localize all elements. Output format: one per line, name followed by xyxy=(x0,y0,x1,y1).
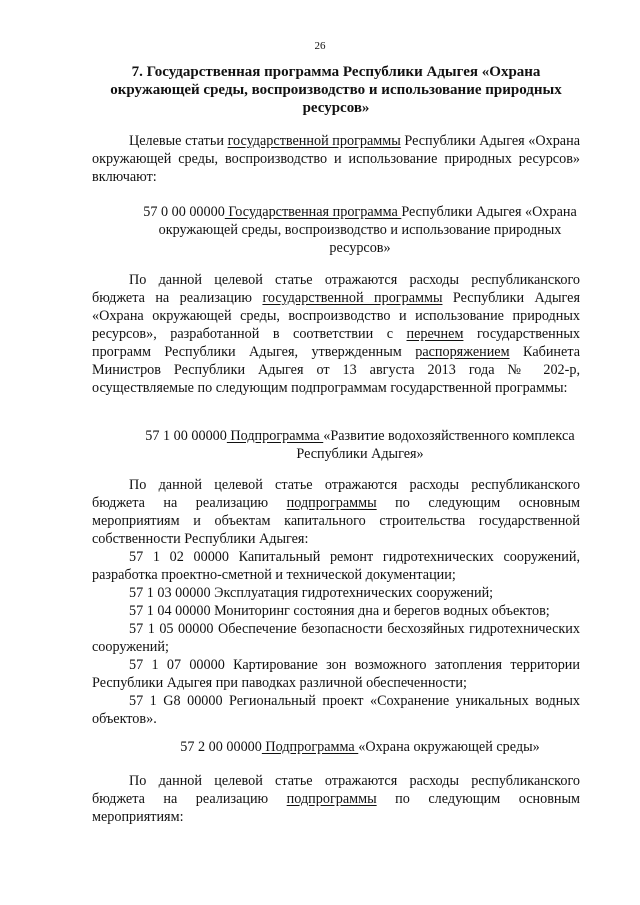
state-program-link[interactable]: государственной программы xyxy=(262,290,443,306)
intro-text-2: Республики Адыгея «Охрана окружающей среды, воспроизводство и использование природных ресурсов» включают: xyxy=(92,133,580,185)
list-link[interactable]: перечнем xyxy=(406,326,464,342)
para-text: по следующим основным мероприятиям: xyxy=(92,791,580,825)
item-code: 57 1 00 00000 xyxy=(145,428,227,444)
measures-list xyxy=(92,548,580,728)
list-item: 57 1 03 00000 Эксплуатация гидротехнических сооружений; xyxy=(129,585,494,601)
para-text: государственных программ Республики Адыгея, утвержденным xyxy=(92,326,580,360)
para-text: По данной целевой статье отражаются расходы республиканского бюджета на реализацию xyxy=(92,272,580,306)
item-title: Республики Адыгея «Охрана окружающей среды, воспроизводство и использование природных ресурсов» xyxy=(158,204,577,256)
item-code: 57 2 00 00000 xyxy=(180,739,262,755)
expenses-paragraph-1 xyxy=(92,271,580,397)
expenses-paragraph-3 xyxy=(92,772,580,826)
section-title: 7. Государственная программа Республики Адыгея «Охрана окружающей среды, воспроизводство и использование природных ресурсов» xyxy=(110,64,562,116)
state-program-link[interactable]: Государственная программа xyxy=(224,204,402,220)
list-item: 57 1 04 00000 Мониторинг состояния дна и берегов водных объектов; xyxy=(129,603,550,619)
target-item-57-1 xyxy=(140,427,580,463)
item-code: 57 0 00 00000 xyxy=(143,204,225,220)
subprogram-link[interactable]: Подпрограмма xyxy=(226,428,324,444)
para-text: По данной целевой статье отражаются расходы республиканского бюджета на реализацию xyxy=(92,477,580,511)
list-item: 57 1 05 00000 Обеспечение безопасности бесхозяйных гидротехнических сооружений; xyxy=(92,621,580,655)
target-item-57-0 xyxy=(140,203,580,257)
para-text: по следующим основным мероприятиям и объектам капитального строительства государственной собственности Республики Адыгея: xyxy=(92,495,580,547)
subprogram-link[interactable]: подпрограммы xyxy=(286,495,377,511)
list-item: 57 1 02 00000 Капитальный ремонт гидротехнических сооружений, разработка проектно-сметной и технической документации; xyxy=(92,549,580,583)
para-text: По данной целевой статье отражаются расходы республиканского бюджета на реализацию xyxy=(92,773,580,807)
expenses-paragraph-2 xyxy=(92,476,580,548)
list-item: 57 1 G8 00000 Региональный проект «Сохранение уникальных водных объектов». xyxy=(92,693,580,727)
order-link[interactable]: распоряжением xyxy=(415,344,510,360)
list-item: 57 1 07 00000 Картирование зон возможного затопления территории Республики Адыгея при паводках различной обеспеченности; xyxy=(92,657,580,691)
item-title: «Развитие водохозяйственного комплекса Республики Адыгея» xyxy=(296,428,575,462)
target-item-57-2 xyxy=(140,738,580,756)
item-title: «Охрана окружающей среды» xyxy=(358,739,540,755)
intro-text-1: Целевые статьи xyxy=(129,133,228,149)
para-text: Кабинета Министров Республики Адыгея от 13 августа 2013 года № 202-р, осуществляемые по следующим подпрограммам государственной программы: xyxy=(92,344,580,396)
subprogram-link[interactable]: Подпрограмма xyxy=(261,739,359,755)
subprogram-link[interactable]: подпрограммы xyxy=(286,791,377,807)
state-program-link[interactable]: государственной программы xyxy=(227,133,401,149)
para-text: Республики Адыгея «Охрана окружающей среды, воспроизводство и использование природных ресурсов», разработанной в соответствии с xyxy=(92,290,580,342)
intro-paragraph xyxy=(92,132,580,186)
page-number: 26 xyxy=(314,40,326,52)
